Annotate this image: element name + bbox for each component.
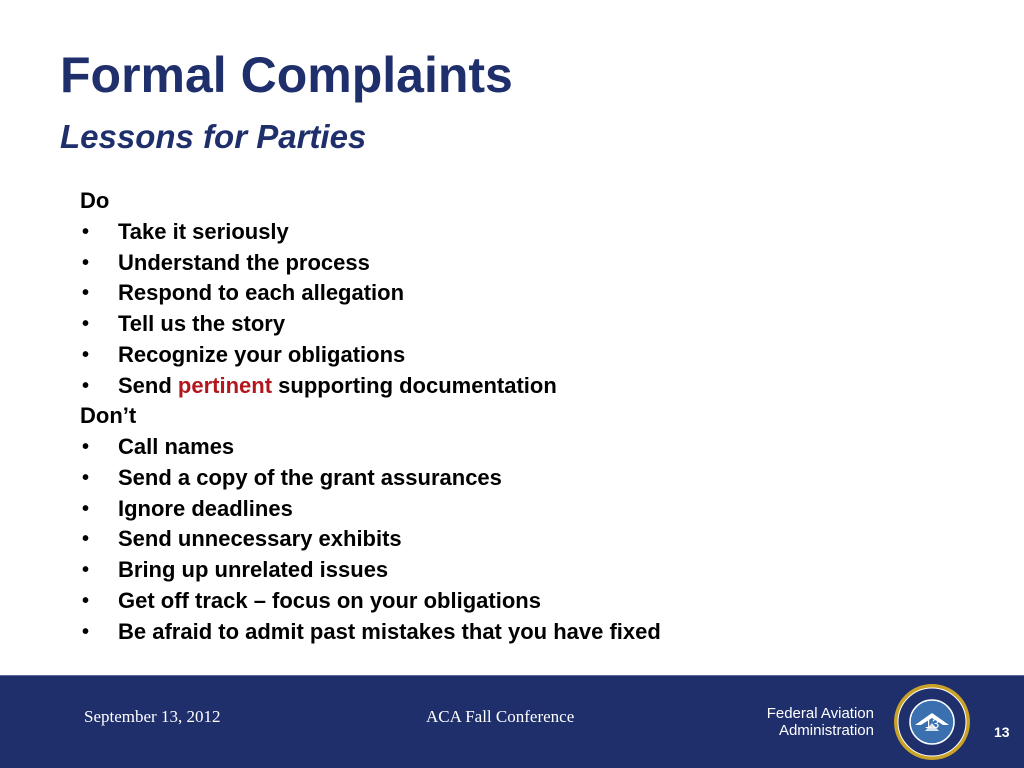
do-item [80, 278, 980, 309]
do-item-text-before: Send [118, 372, 178, 398]
do-heading: Do [80, 188, 110, 213]
bullet-icon: • [82, 436, 90, 458]
dont-item [80, 586, 980, 617]
seal-number: 13 [924, 716, 940, 731]
bullet-icon: • [82, 559, 90, 581]
dont-item [80, 432, 980, 463]
agency-line-2: Administration [778, 722, 874, 739]
footer-conference: ACA Fall Conference [426, 707, 575, 726]
dont-item-text: Call names [118, 434, 235, 459]
dont-item-text: Send unnecessary exhibits [118, 526, 402, 552]
highlight-word: pertinent [177, 372, 273, 398]
do-item-text: Recognize your obligations [118, 341, 406, 367]
do-item-text: Tell us the story [118, 311, 286, 336]
dont-item-text: Bring up unrelated issues [118, 557, 389, 582]
bullet-icon: • [82, 313, 90, 335]
bullet-icon: • [82, 497, 90, 520]
bullet-icon: • [82, 220, 90, 243]
dont-item [80, 617, 980, 648]
do-item [80, 309, 980, 340]
bullet-icon: • [82, 466, 90, 489]
page-number: 13 [994, 724, 1010, 740]
do-item-text: Understand the process [118, 249, 370, 275]
do-item-text: Take it seriously [118, 218, 289, 244]
dont-item-text: Get off track – focus on your obligations [118, 587, 541, 613]
dont-item [80, 494, 980, 525]
do-item [80, 217, 980, 248]
bullet-icon: • [82, 374, 90, 397]
do-item [80, 248, 980, 279]
slide-subtitle: Lessons for Parties [60, 118, 367, 155]
bullet-icon: • [82, 528, 90, 551]
dont-item-text: Be afraid to admit past mistakes that you have fixed [118, 618, 661, 644]
dont-item [80, 463, 980, 494]
dont-item [80, 524, 980, 555]
bullet-icon: • [82, 589, 90, 612]
dont-item [80, 555, 980, 586]
agency-name [767, 705, 874, 739]
bullet-icon: • [82, 620, 90, 643]
footer-date: September 13, 2012 [84, 707, 221, 726]
bullet-icon: • [82, 343, 90, 366]
dont-item-text: Ignore deadlines [118, 495, 293, 521]
dont-item-text: Send a copy of the grant assurances [118, 464, 502, 490]
content-list [80, 186, 980, 647]
bullet-icon: • [82, 251, 90, 274]
agency-line-1: Federal Aviation [766, 705, 874, 722]
slide-title: Formal Complaints [60, 47, 513, 103]
do-item [80, 340, 980, 371]
do-item [80, 371, 980, 402]
do-item-text-after: supporting documentation [272, 372, 557, 398]
dont-heading: Don’t [80, 403, 137, 429]
bullet-icon: • [82, 282, 90, 305]
do-item-text: Respond to each allegation [118, 280, 405, 306]
faa-seal-logo [893, 683, 971, 761]
